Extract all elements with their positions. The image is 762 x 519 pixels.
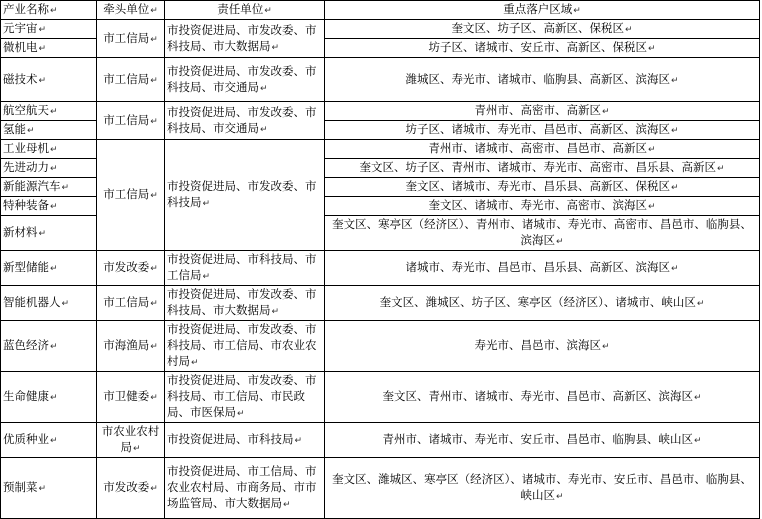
lead-cell: 市发改委↵ — [97, 251, 165, 286]
industry-cell: 新型储能↵ — [1, 251, 97, 286]
responsible-cell: 市投资促进局、市发改委、市科技局、市工信局、市农业农村局↵ — [165, 321, 325, 372]
industry-cell: 生命健康↵ — [1, 372, 97, 423]
districts-cell: 诸城市、寿光市、昌邑市、昌乐县、高新区、滨海区↵ — [325, 251, 760, 286]
industry-cell: 先进动力↵ — [1, 159, 97, 178]
header-cell-districts: 重点落户区域↵ — [325, 1, 760, 20]
industry-cell: 蓝色经济↵ — [1, 321, 97, 372]
districts-cell: 青州市、诸城市、高密市、昌邑市、高新区↵ — [325, 140, 760, 159]
lead-cell: 市海渔局↵ — [97, 321, 165, 372]
districts-cell: 坊子区、诸城市、安丘市、高新区、保税区↵ — [325, 39, 760, 58]
lead-cell: 市卫健委↵ — [97, 372, 165, 423]
industry-cell: 新材料↵ — [1, 216, 97, 251]
table-header-row — [1, 1, 760, 20]
industry-cell: 新能源汽车↵ — [1, 178, 97, 197]
districts-cell: 奎文区、坊子区、青州市、诸城市、寿光市、高密市、昌乐县、高新区↵ — [325, 159, 760, 178]
lead-cell: 市工信局↵ — [97, 58, 165, 102]
industry-cell: 工业母机↵ — [1, 140, 97, 159]
responsible-cell: 市投资促进局、市科技局↵ — [165, 423, 325, 458]
districts-cell: 奎文区、坊子区、高新区、保税区↵ — [325, 20, 760, 39]
lead-cell: 市工信局↵ — [97, 102, 165, 140]
table-row — [1, 20, 760, 39]
districts-cell: 奎文区、诸城市、寿光市、高密市、滨海区↵ — [325, 197, 760, 216]
industry-cell: 氢能↵ — [1, 121, 97, 140]
districts-cell: 奎文区、青州市、诸城市、寿光市、昌邑市、高新区、滨海区↵ — [325, 372, 760, 423]
districts-cell: 寿光市、昌邑市、滨海区↵ — [325, 321, 760, 372]
header-cell-lead: 牵头单位↵ — [97, 1, 165, 20]
responsible-cell: 市投资促进局、市发改委、市科技局↵ — [165, 140, 325, 251]
industry-cell: 磁技术↵ — [1, 58, 97, 102]
industry-cell: 优质种业↵ — [1, 423, 97, 458]
lead-cell: 市工信局↵ — [97, 20, 165, 58]
industry-cell: 预制菜↵ — [1, 458, 97, 519]
industry-cell: 元宇宙↵ — [1, 20, 97, 39]
districts-cell: 青州市、诸城市、寿光市、安丘市、昌邑市、临朐县、峡山区↵ — [325, 423, 760, 458]
lead-cell: 市农业农村局↵ — [97, 423, 165, 458]
table-row — [1, 321, 760, 372]
responsible-cell: 市投资促进局、市发改委、市科技局、市大数据局↵ — [165, 20, 325, 58]
table-row — [1, 286, 760, 321]
districts-cell: 奎文区、寒亭区（经济区）、青州市、诸城市、寿光市、高密市、昌邑市、临朐县、滨海区↵ — [325, 216, 760, 251]
table-row — [1, 58, 760, 102]
table-row — [1, 102, 760, 121]
lead-cell: 市工信局↵ — [97, 140, 165, 251]
responsible-cell: 市投资促进局、市发改委、市科技局、市工信局、市民政局、市医保局↵ — [165, 372, 325, 423]
districts-cell: 坊子区、诸城市、寿光市、昌邑市、高新区、滨海区↵ — [325, 121, 760, 140]
lead-cell: 市工信局↵ — [97, 286, 165, 321]
table-row — [1, 251, 760, 286]
districts-cell: 青州市、高密市、高新区↵ — [325, 102, 760, 121]
responsible-cell: 市投资促进局、市发改委、市科技局、市交通局↵ — [165, 102, 325, 140]
districts-cell: 奎文区、潍城区、寒亭区（经济区）、诸城市、寿光市、安丘市、昌邑市、临朐县、峡山区↵ — [325, 458, 760, 519]
table-row — [1, 423, 760, 458]
header-cell-responsible: 责任单位↵ — [165, 1, 325, 20]
responsible-cell: 市投资促进局、市发改委、市科技局、市交通局↵ — [165, 58, 325, 102]
districts-cell: 奎文区、诸城市、寿光市、昌乐县、高新区、保税区↵ — [325, 178, 760, 197]
responsible-cell: 市投资促进局、市发改委、市科技局、市大数据局↵ — [165, 286, 325, 321]
industry-cell: 智能机器人↵ — [1, 286, 97, 321]
responsible-cell: 市投资促进局、市工信局、市农业农村局、市商务局、市市场监管局、市大数据局↵ — [165, 458, 325, 519]
header-cell-industry: 产业名称↵ — [1, 1, 97, 20]
industry-cell: 特种装备↵ — [1, 197, 97, 216]
districts-cell: 奎文区、潍城区、坊子区、寒亭区（经济区）、诸城市、峡山区↵ — [325, 286, 760, 321]
industry-cell: 航空航天↵ — [1, 102, 97, 121]
table-row — [1, 372, 760, 423]
lead-cell: 市发改委↵ — [97, 458, 165, 519]
responsible-cell: 市投资促进局、市科技局、市工信局↵ — [165, 251, 325, 286]
table-row — [1, 140, 760, 159]
industry-cell: 微机电↵ — [1, 39, 97, 58]
districts-cell: 潍城区、寿光市、诸城市、临朐县、高新区、滨海区↵ — [325, 58, 760, 102]
table-row — [1, 458, 760, 519]
